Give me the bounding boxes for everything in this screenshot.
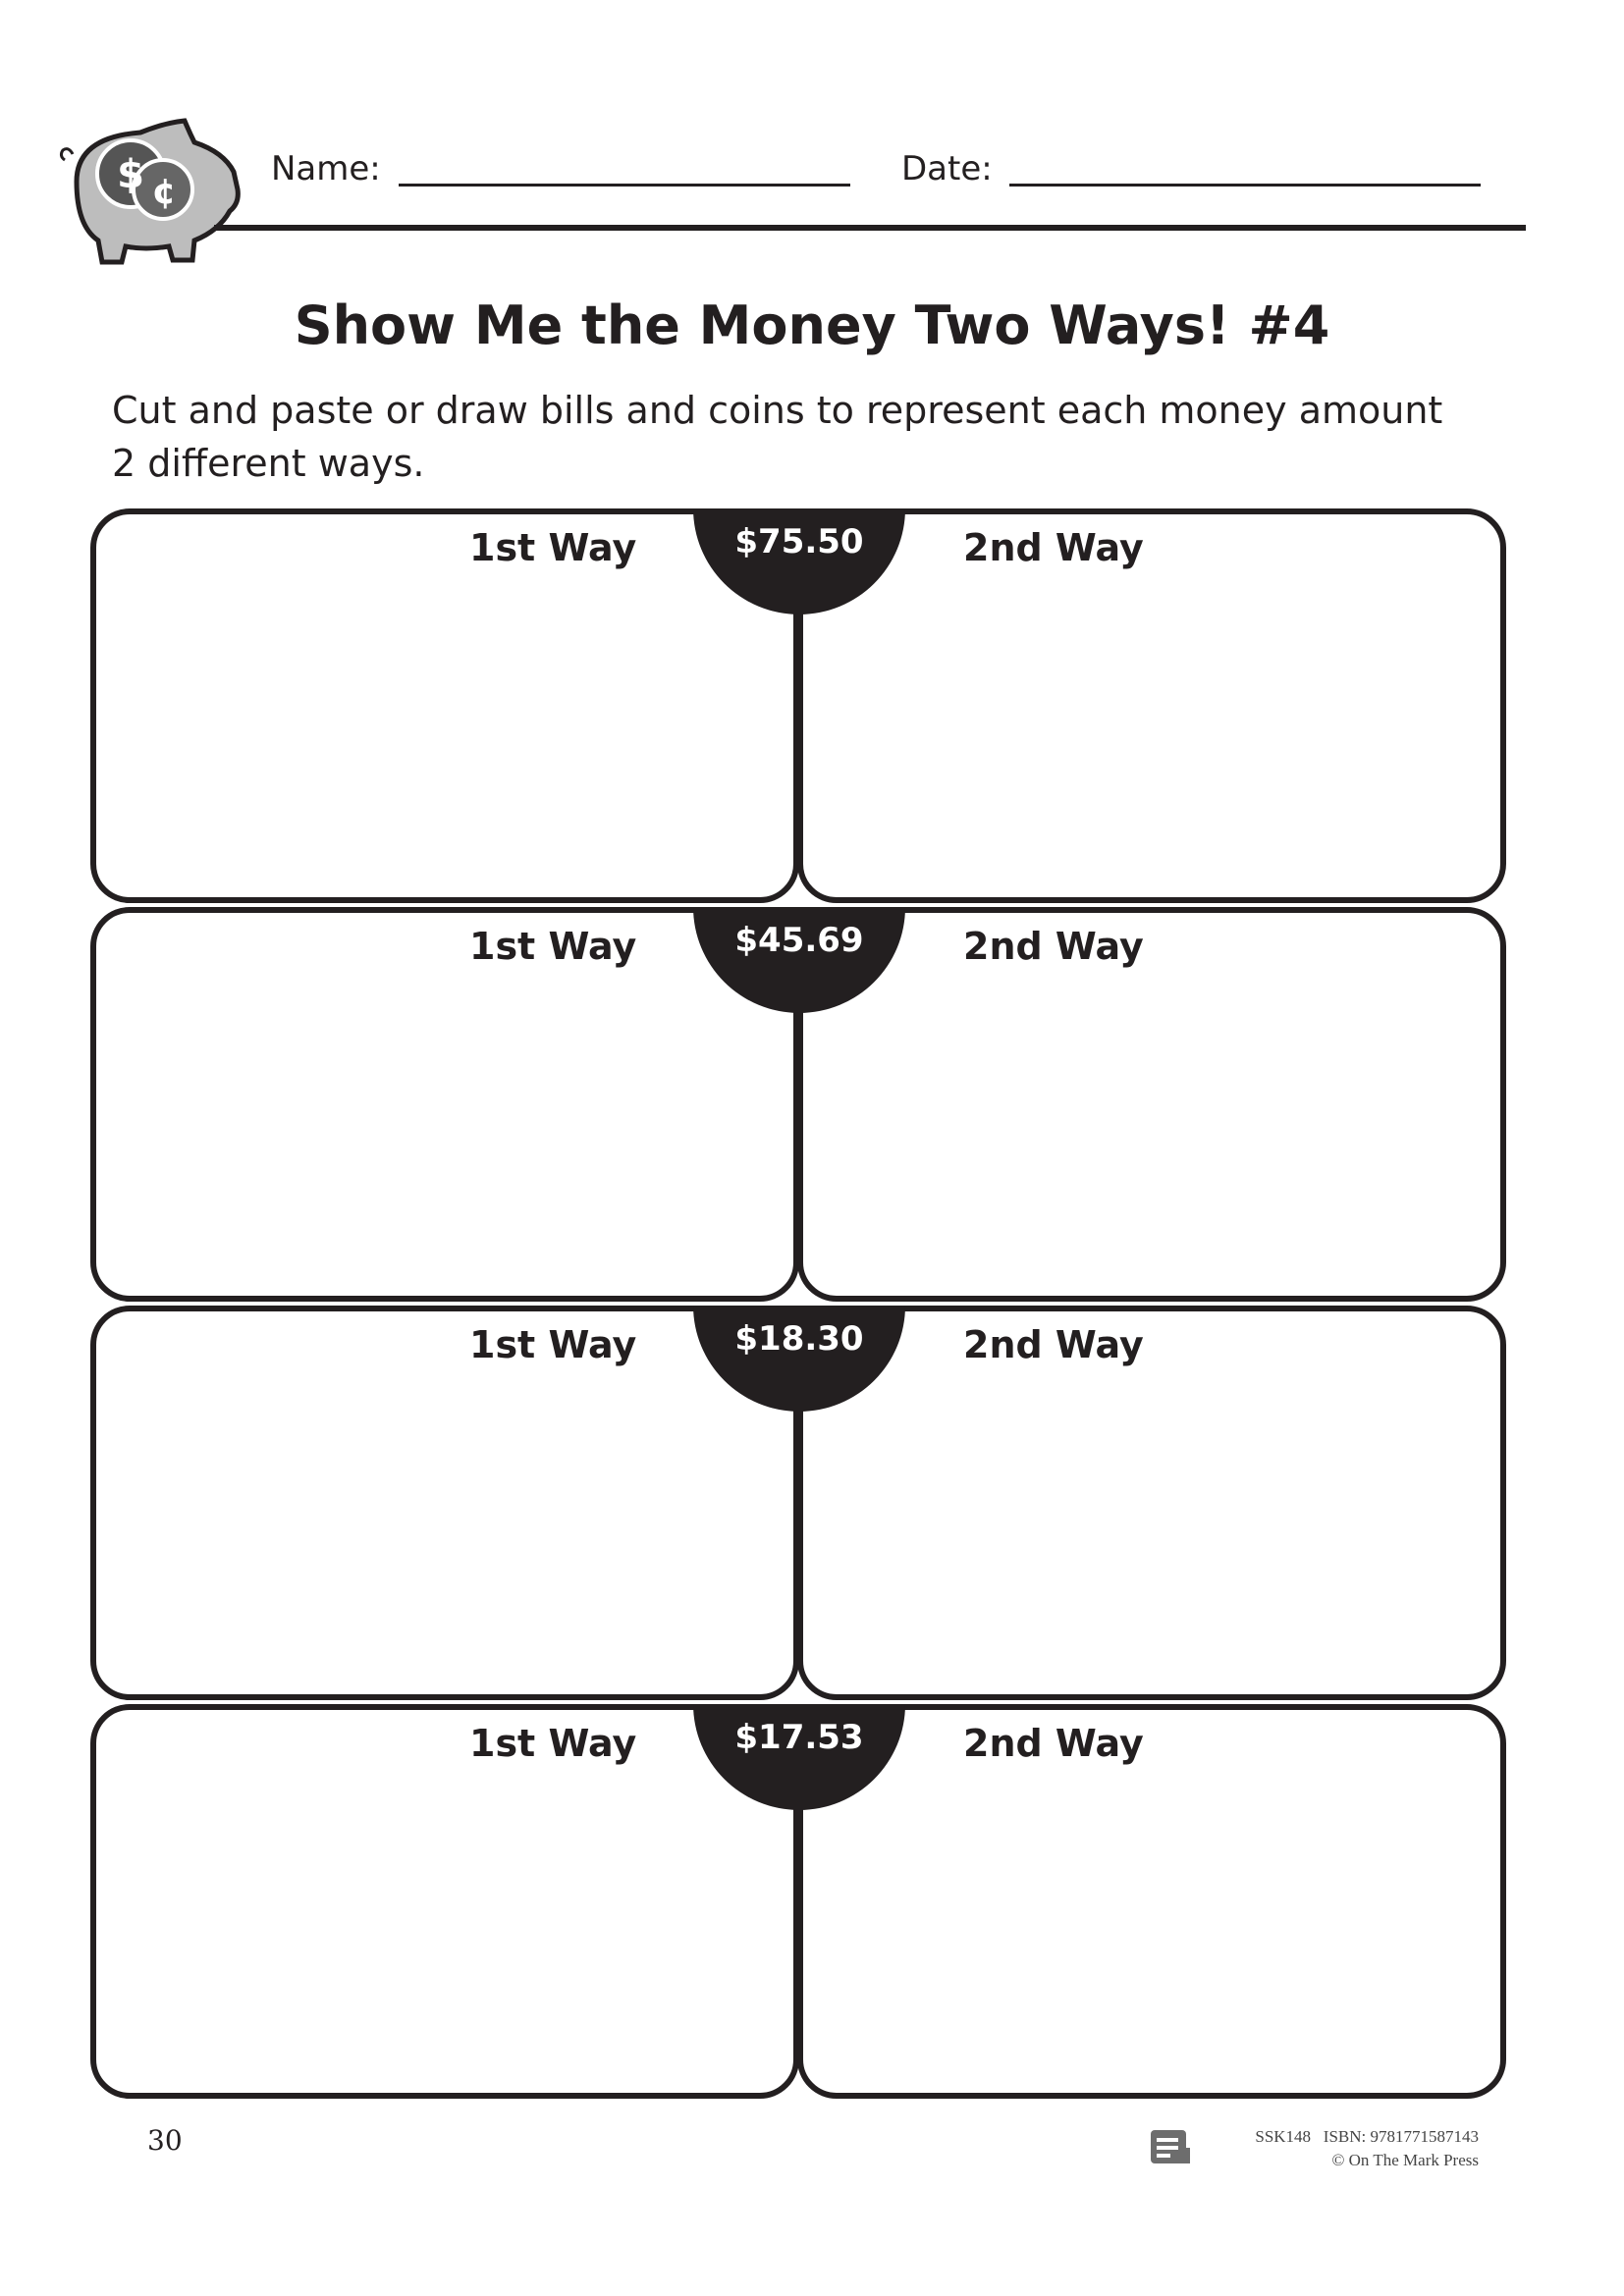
second-way-box-2[interactable] xyxy=(797,907,1506,1302)
name-label: Name: xyxy=(271,149,381,188)
amount-value-2: $45.69 xyxy=(734,921,864,960)
amount-value-3: $18.30 xyxy=(734,1319,864,1359)
first-way-label-1: 1st Way xyxy=(469,526,637,569)
amount-value-1: $75.50 xyxy=(734,522,864,561)
publisher-book-icon xyxy=(1149,2128,1192,2167)
first-way-label-2: 1st Way xyxy=(469,925,637,968)
first-way-box-2[interactable] xyxy=(90,907,799,1302)
first-way-box-3[interactable] xyxy=(90,1306,799,1700)
second-way-label-2: 2nd Way xyxy=(963,925,1144,968)
date-field[interactable] xyxy=(901,143,1481,190)
first-way-box-4[interactable] xyxy=(90,1704,799,2099)
page-number: 30 xyxy=(147,2124,183,2157)
second-way-label-4: 2nd Way xyxy=(963,1722,1144,1765)
piggy-bank-logo-icon xyxy=(47,113,244,270)
date-label: Date: xyxy=(901,149,993,188)
footer-publisher-info xyxy=(1255,2125,1479,2172)
second-way-label-1: 2nd Way xyxy=(963,526,1144,569)
second-way-box-1[interactable] xyxy=(797,508,1506,903)
footer-copyright: © On The Mark Press xyxy=(1331,2151,1479,2169)
second-way-label-3: 2nd Way xyxy=(963,1323,1144,1366)
header-divider xyxy=(214,225,1526,231)
first-way-box-1[interactable] xyxy=(90,508,799,903)
svg-text:$: $ xyxy=(117,152,144,197)
instructions: Cut and paste or draw bills and coins to represent each money amount 2 different ways. xyxy=(112,389,1443,485)
first-way-label-4: 1st Way xyxy=(469,1722,637,1765)
name-line[interactable] xyxy=(399,184,850,187)
footer-code-isbn: SSK148 ISBN: 9781771587143 xyxy=(1255,2127,1479,2146)
second-way-box-3[interactable] xyxy=(797,1306,1506,1700)
first-way-label-3: 1st Way xyxy=(469,1323,637,1366)
second-way-box-4[interactable] xyxy=(797,1704,1506,2099)
page-title: Show Me the Money Two Ways! #4 xyxy=(294,294,1330,356)
amount-value-4: $17.53 xyxy=(734,1718,864,1757)
name-field[interactable] xyxy=(271,143,850,190)
svg-text:¢: ¢ xyxy=(151,172,177,212)
date-line[interactable] xyxy=(1009,184,1481,187)
